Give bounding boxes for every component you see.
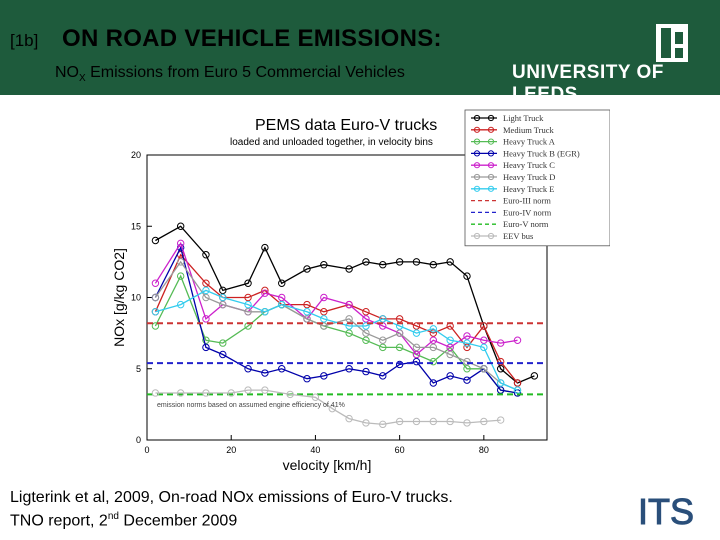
series-line-6 xyxy=(155,290,517,390)
subtitle-rest: Emissions from Euro 5 Commercial Vehicles xyxy=(85,64,405,81)
y-tick-label: 15 xyxy=(130,221,141,232)
university-name: UNIVERSITY OF LEEDS xyxy=(512,62,664,105)
y-axis-label: NOx [g/kg CO2] xyxy=(111,248,127,347)
x-tick-label: 80 xyxy=(478,445,489,455)
x-tick-label: 40 xyxy=(310,445,321,455)
series-line-2 xyxy=(155,276,517,393)
slide-title: ON ROAD VEHICLE EMISSIONS: xyxy=(62,25,442,52)
citation-line2 xyxy=(10,507,453,530)
legend-label: Light Truck xyxy=(503,113,544,123)
citation-line2-sup: nd xyxy=(107,511,119,522)
nox-chart xyxy=(110,105,610,475)
x-tick-label: 20 xyxy=(226,445,237,455)
y-tick-label: 0 xyxy=(135,435,141,445)
slide-tag: [1b] xyxy=(10,31,39,50)
x-axis-label: velocity [km/h] xyxy=(282,457,372,473)
its-logo xyxy=(636,490,712,530)
legend-label: EEV bus xyxy=(503,231,534,241)
citation-line1: Ligterink et al, 2009, On-road NOx emissions of Euro-V trucks. xyxy=(10,489,453,506)
legend-label: Heavy Truck C xyxy=(503,160,555,171)
y-tick-label: 20 xyxy=(130,150,141,160)
series-line-5 xyxy=(155,262,517,390)
citation xyxy=(10,488,453,530)
chart-subtitle: loaded and unloaded together, in velocity bins xyxy=(230,137,433,148)
x-tick-label: 60 xyxy=(394,445,405,455)
series-line-3 xyxy=(155,248,517,393)
y-tick-label: 10 xyxy=(130,292,141,303)
series-line-0 xyxy=(155,226,534,383)
its-logo-text: ITS xyxy=(638,491,695,530)
y-tick-label: 5 xyxy=(135,363,141,374)
citation-line2-pre: TNO report, 2 xyxy=(10,512,108,530)
subtitle-main: NO xyxy=(55,64,79,81)
citation-line2-post: December 2009 xyxy=(118,512,238,530)
legend-label: Heavy Truck D xyxy=(503,172,556,182)
subtitle-sub: X xyxy=(79,73,86,85)
norm-annotation: emission norms based on assumed engine efficiency of 41% xyxy=(157,402,345,410)
university-crest-icon xyxy=(652,22,692,64)
legend-label: Euro-IV norm xyxy=(503,207,552,218)
chart-title: PEMS data Euro-V trucks xyxy=(255,117,438,134)
legend-label: Medium Truck xyxy=(503,124,554,135)
x-tick-label: 0 xyxy=(144,445,150,455)
legend-label: Euro-V norm xyxy=(503,219,549,230)
legend-label: Heavy Truck B (EGR) xyxy=(503,148,580,159)
legend-label: Euro-III norm xyxy=(503,195,551,206)
legend-label: Heavy Truck E xyxy=(503,183,555,194)
slide-subtitle xyxy=(55,64,405,84)
legend-label: Heavy Truck A xyxy=(503,136,555,147)
